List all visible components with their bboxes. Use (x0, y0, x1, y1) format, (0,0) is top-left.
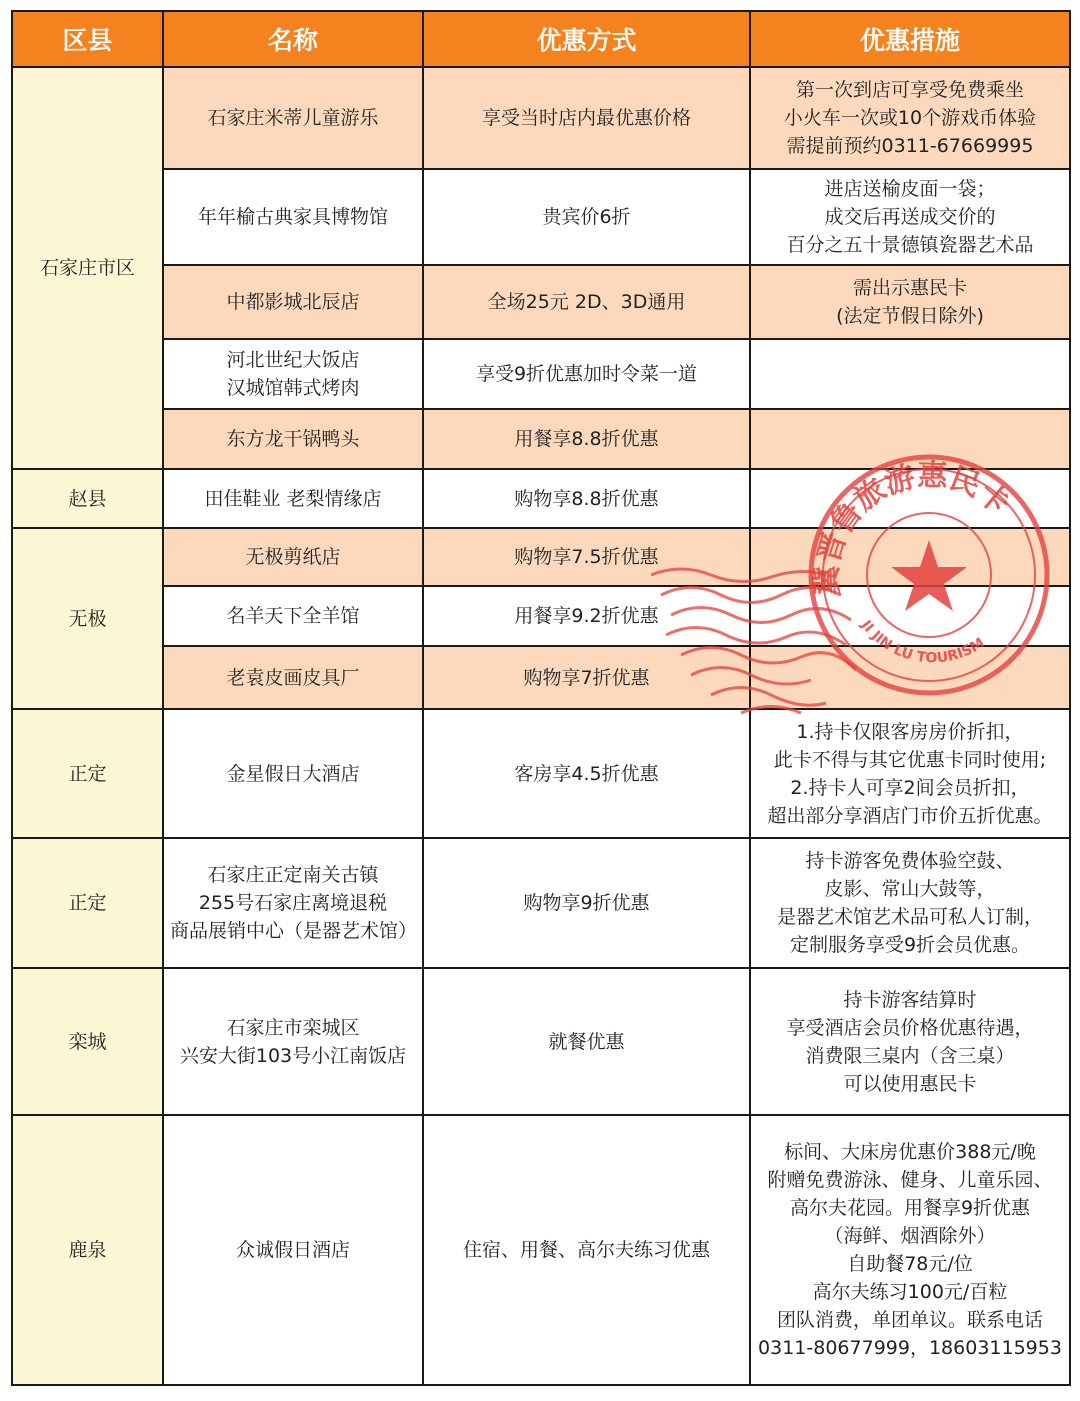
measures-line: 自助餐78元/位 (847, 1253, 973, 1275)
name-cell (163, 469, 423, 528)
measures-cell (750, 709, 1070, 838)
table-row (12, 469, 1070, 528)
stamp-text-en: JI JIN LU TOURISM (857, 617, 988, 667)
discount-table-container (11, 10, 1069, 1390)
method-line: 购物享7.5折优惠 (514, 546, 659, 568)
district-cell: 鹿泉 (12, 1115, 163, 1385)
measures-line: 皮影、常山大鼓等， (824, 878, 996, 900)
measures-line: 此卡不得与其它优惠卡同时使用; (773, 748, 1047, 771)
method-line: 就餐优惠 (548, 1030, 625, 1053)
name-line: 石家庄正定南关古镇 (207, 864, 379, 886)
name-cell (163, 586, 423, 646)
method-cell (423, 169, 750, 265)
name-line: 东方龙干锅鸭头 (226, 428, 360, 450)
name-cell (163, 169, 423, 265)
name-line: 商品展销中心（是器艺术馆） (170, 920, 418, 942)
measures-line: 需提前预约0311-67669995 (786, 135, 1034, 157)
name-cell (163, 339, 423, 409)
method-line: 全场25元 2D、3D通用 (487, 291, 686, 313)
measures-cell (750, 1115, 1070, 1385)
method-line: 客房享4.5折优惠 (514, 762, 659, 785)
measures-line: 0311-80677999，18603115953 (758, 1337, 1062, 1359)
measures-line: 可以使用惠民卡 (843, 1072, 977, 1095)
table-row (12, 709, 1070, 838)
name-cell (163, 528, 423, 586)
table-row (12, 169, 1070, 265)
name-cell (163, 968, 423, 1115)
method-cell (423, 838, 750, 968)
measures-line: 是器艺术馆艺术品可私人订制， (776, 906, 1043, 928)
table-row (12, 67, 1070, 169)
header-method: 优惠方式 (423, 11, 750, 67)
district-cell: 无极 (12, 528, 163, 709)
method-cell (423, 968, 750, 1115)
stamp-text-cn: 冀晋鲁旅游惠民卡 (809, 458, 1017, 596)
measures-cell (750, 339, 1070, 409)
measures-line: 2.持卡人可享2间会员折扣， (790, 776, 1030, 799)
measures-cell (750, 586, 1070, 646)
name-line: 田佳鞋业 老梨情缘店 (204, 487, 382, 510)
name-line: 无极剪纸店 (245, 546, 341, 568)
name-line: 石家庄市栾城区 (226, 1016, 360, 1039)
table-body (12, 67, 1070, 1385)
method-cell (423, 709, 750, 838)
measures-cell (750, 265, 1070, 339)
name-cell (163, 265, 423, 339)
method-cell (423, 646, 750, 709)
measures-line: 需出示惠民卡 (852, 277, 967, 299)
measures-line: 团队消费，单团单议。联系电话 (776, 1309, 1043, 1331)
header-name: 名称 (163, 11, 423, 67)
name-cell (163, 838, 423, 968)
measures-line: 持卡游客结算时 (843, 988, 977, 1011)
method-cell (423, 339, 750, 409)
measures-line: 标间、大床房优惠价388元/晚 (784, 1141, 1036, 1163)
method-cell (423, 265, 750, 339)
method-line: 用餐享9.2折优惠 (514, 605, 659, 627)
measures-line: 第一次到店可享受免费乘坐 (795, 79, 1024, 101)
method-line: 用餐享8.8折优惠 (514, 428, 659, 450)
table-row (12, 1115, 1070, 1385)
method-line: 享受9折优惠加时令菜一道 (475, 363, 698, 385)
measures-line: 高尔夫花园。用餐享9折优惠 (789, 1197, 1031, 1219)
measures-line: 消费限三桌内（含三桌） (805, 1044, 1015, 1067)
name-cell (163, 646, 423, 709)
measures-line: 持卡游客免费体验空鼓、 (805, 850, 1015, 872)
method-line: 贵宾价6折 (542, 206, 631, 228)
measures-cell (750, 409, 1070, 469)
name-line: 河北世纪大饭店 (226, 349, 360, 371)
district-cell: 正定 (12, 709, 163, 838)
table-row (12, 646, 1070, 709)
name-line: 兴安大街103号小江南饭店 (179, 1044, 407, 1067)
measures-line: （海鲜、烟酒除外） (824, 1225, 996, 1247)
method-cell (423, 409, 750, 469)
name-line: 中都影城北辰店 (226, 291, 360, 313)
header-measures: 优惠措施 (750, 11, 1070, 67)
header-district: 区县 (12, 11, 163, 67)
method-cell (423, 469, 750, 528)
name-line: 汉城馆韩式烤肉 (226, 377, 360, 399)
measures-line: (法定节假日除外) (836, 305, 984, 327)
table-row (12, 339, 1070, 409)
measures-line: 附赠免费游泳、健身、儿童乐园、 (767, 1169, 1053, 1191)
name-line: 金星假日大酒店 (226, 762, 360, 785)
name-line: 名羊天下全羊馆 (226, 605, 360, 627)
measures-line: 成交后再送成交价的 (824, 206, 996, 228)
measures-line: 超出部分享酒店门市价五折优惠。 (767, 804, 1053, 827)
method-line: 购物享8.8折优惠 (514, 487, 659, 510)
name-line: 众诚假日酒店 (235, 1239, 350, 1261)
measures-line: 百分之五十景德镇瓷器艺术品 (786, 234, 1034, 256)
table-row (12, 528, 1070, 586)
measures-cell (750, 67, 1070, 169)
measures-cell (750, 838, 1070, 968)
measures-cell (750, 469, 1070, 528)
method-cell (423, 528, 750, 586)
measures-line: 高尔夫练习100元/百粒 (812, 1281, 1008, 1303)
measures-line: 享受酒店会员价格优惠待遇， (786, 1016, 1034, 1039)
method-cell (423, 1115, 750, 1385)
name-line: 255号石家庄离境退税 (198, 892, 388, 914)
district-cell: 石家庄市区 (12, 67, 163, 469)
district-cell: 赵县 (12, 469, 163, 528)
method-cell (423, 67, 750, 169)
method-line: 享受当时店内最优惠价格 (481, 107, 691, 129)
table-row (12, 265, 1070, 339)
method-line: 购物享9折优惠 (523, 892, 650, 914)
name-cell (163, 1115, 423, 1385)
discount-table (11, 10, 1071, 1386)
name-cell (163, 409, 423, 469)
district-cell: 正定 (12, 838, 163, 968)
measures-cell (750, 528, 1070, 586)
measures-line: 定制服务享受9折会员优惠。 (789, 934, 1031, 956)
measures-cell (750, 169, 1070, 265)
measures-line: 1.持卡仅限客房房价折扣， (796, 720, 1024, 743)
district-cell: 栾城 (12, 968, 163, 1115)
name-line: 老袁皮画皮具厂 (226, 666, 360, 689)
method-cell (423, 586, 750, 646)
name-cell (163, 709, 423, 838)
measures-line: 小火车一次或10个游戏币体验 (783, 107, 1037, 129)
method-line: 住宿、用餐、高尔夫练习优惠 (462, 1239, 710, 1261)
table-row (12, 838, 1070, 968)
table-header-row (12, 11, 1070, 67)
name-cell (163, 67, 423, 169)
measures-line: 进店送榆皮面一袋； (824, 178, 996, 200)
table-row (12, 968, 1070, 1115)
name-line: 年年榆古典家具博物馆 (197, 206, 388, 228)
name-line: 石家庄米蒂儿童游乐 (207, 107, 379, 129)
measures-cell (750, 968, 1070, 1115)
table-row (12, 586, 1070, 646)
measures-cell (750, 646, 1070, 709)
table-row (12, 409, 1070, 469)
method-line: 购物享7折优惠 (523, 666, 650, 689)
